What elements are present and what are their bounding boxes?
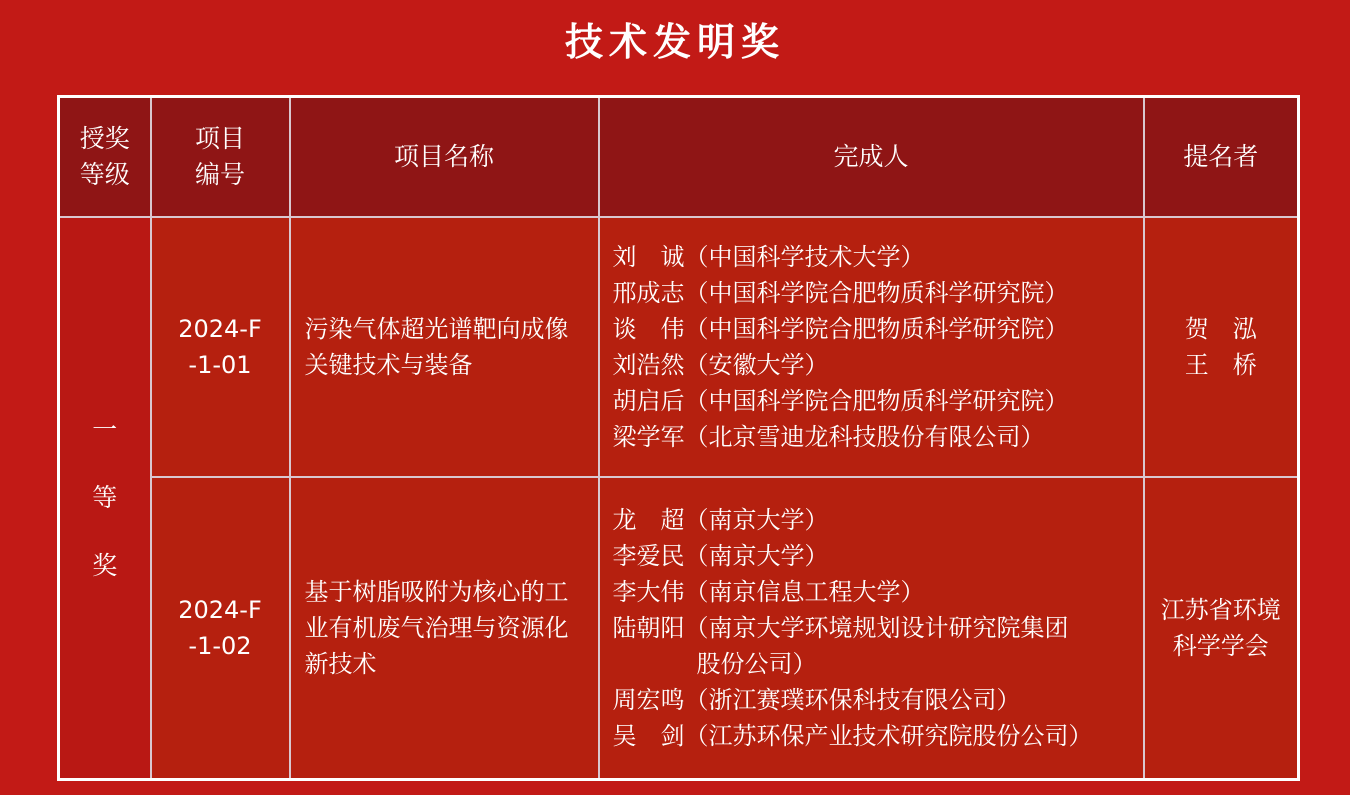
completer: 刘 诚（中国科学技术大学） <box>612 243 925 271</box>
completer: 李爱民（南京大学） <box>612 542 829 570</box>
project-code-line1: 2024-F <box>178 315 262 343</box>
header-award-level-line1: 授奖 <box>79 124 130 153</box>
project-code-cell <box>151 217 290 477</box>
header-nominator: 提名者 <box>1144 97 1299 218</box>
completer-continuation: 股份公司） <box>696 650 817 678</box>
project-code-line2: -1-02 <box>188 632 252 660</box>
table-row <box>59 217 1299 477</box>
nominator: 贺 泓 <box>1184 315 1257 343</box>
completers-cell <box>599 217 1144 477</box>
nominator: 江苏省环境科学学会 <box>1160 596 1281 660</box>
completer: 谈 伟（中国科学院合肥物质科学研究院） <box>612 315 1069 343</box>
award-level-char: 奖 <box>92 551 118 580</box>
table-row <box>59 477 1299 780</box>
completer: 李大伟（南京信息工程大学） <box>612 578 925 606</box>
award-table <box>57 95 1300 781</box>
header-award-level <box>59 97 151 218</box>
project-code-line2: -1-01 <box>188 351 252 379</box>
project-code-cell <box>151 477 290 780</box>
nominator-cell <box>1144 217 1299 477</box>
completers-cell <box>599 477 1144 780</box>
table-header-row <box>59 97 1299 218</box>
project-code-line1: 2024-F <box>178 596 262 624</box>
completer: 吴 剑（江苏环保产业技术研究院股份公司） <box>612 722 1093 750</box>
header-project-code <box>151 97 290 218</box>
award-level-char: 等 <box>92 483 118 512</box>
header-completers: 完成人 <box>599 97 1144 218</box>
completer: 周宏鸣（浙江赛璞环保科技有限公司） <box>612 686 1021 714</box>
header-project-code-line1: 项目 <box>194 124 245 153</box>
completer: 胡启后（中国科学院合肥物质科学研究院） <box>612 387 1069 415</box>
nominator: 王 桥 <box>1184 351 1257 379</box>
header-project-name: 项目名称 <box>290 97 599 218</box>
completer: 龙 超（南京大学） <box>612 506 829 534</box>
header-project-code-line2: 编号 <box>194 160 245 189</box>
completer: 梁学军（北京雪迪龙科技股份有限公司） <box>612 423 1045 451</box>
award-level-char: 一 <box>92 415 118 444</box>
nominator-cell <box>1144 477 1299 780</box>
completer: 邢成志（中国科学院合肥物质科学研究院） <box>612 279 1069 307</box>
award-level-cell <box>59 217 151 780</box>
project-name-cell: 污染气体超光谱靶向成像关键技术与装备 <box>290 217 599 477</box>
completer: 陆朝阳（南京大学环境规划设计研究院集团 <box>612 614 1069 642</box>
completer: 刘浩然（安徽大学） <box>612 351 829 379</box>
header-award-level-line2: 等级 <box>79 160 130 189</box>
project-name-cell: 基于树脂吸附为核心的工业有机废气治理与资源化新技术 <box>290 477 599 780</box>
page-title: 技术发明奖 <box>564 20 785 64</box>
